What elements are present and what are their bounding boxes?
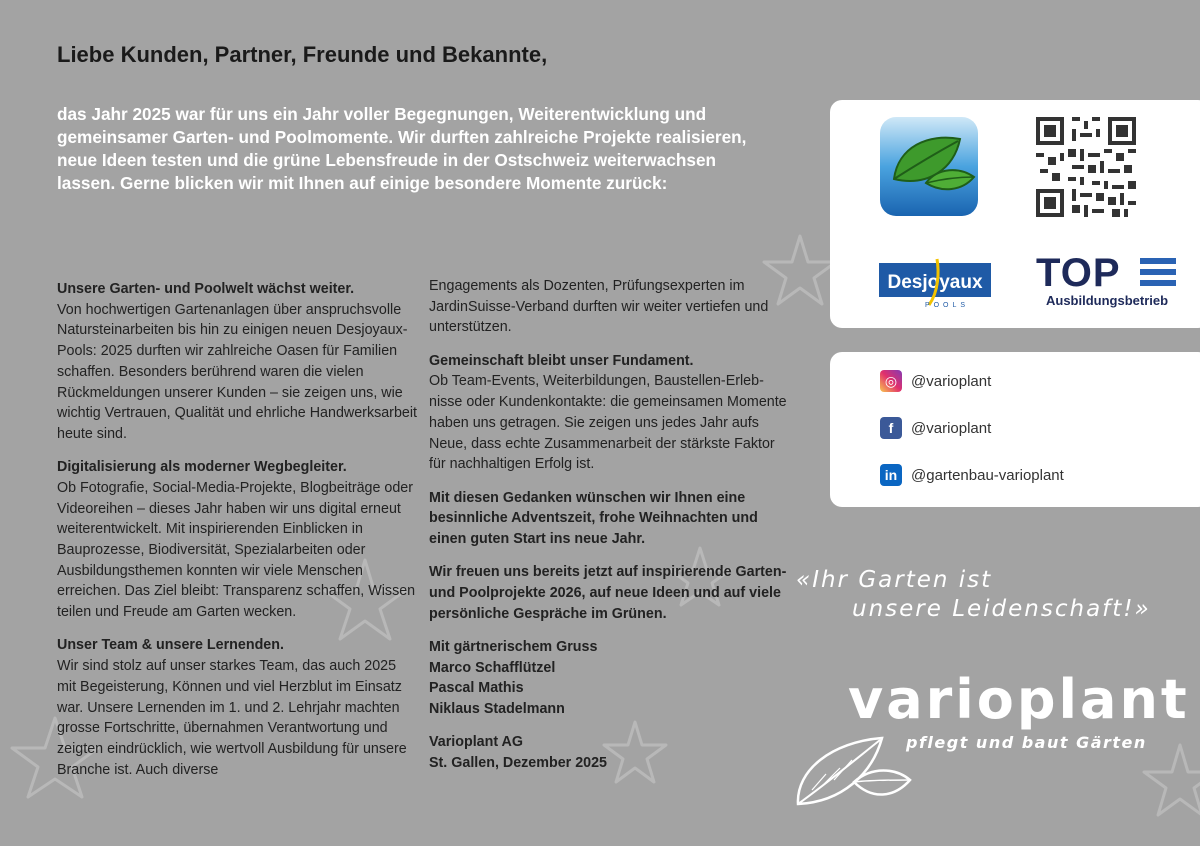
linkedin-icon: in [880,464,902,486]
desjoyaux-pools-logo[interactable] [879,257,991,309]
instagram-handle: @varioplant [911,372,992,390]
instagram-icon: ◎ [880,370,902,392]
varioplant-wordmark: varioplant [848,668,1190,731]
slogan-line-2: unsere Leidenschaft!» [852,596,1151,622]
instagram-link[interactable] [880,370,991,392]
linkedin-link[interactable] [880,464,1064,486]
greeting-heading: Liebe Kunden, Partner, Freunde und Bekannte, [57,42,548,67]
top-sub-label: Ausbildungsbetrieb [1046,293,1169,308]
facebook-icon: f [880,417,902,439]
slogan [796,566,1176,624]
qr-code[interactable] [1036,117,1136,217]
top-main-label: TOP [1036,252,1121,295]
logo-card [830,100,1200,328]
desjoyaux-main-label: Desjoyaux [887,272,983,293]
slogan-line-1: «Ihr Garten ist [796,567,993,593]
section-team [57,635,417,780]
top-ausbildungsbetrieb-logo[interactable] [1036,252,1176,310]
team-continuation: Engagements als Dozenten, Prüfungsexperten im JardinSuisse-Verband durften wir weiter vertiefen und unterstützen. [429,278,769,336]
intro-paragraph: das Jahr 2025 war für uns ein Jahr voller Begegnungen, Weiterentwicklung und gemeinsamer Garten- und Poolmomente. Wir durften zahlreiche Projekte realisieren, neue Ideen testen und die grüne Lebensfreude in der Ostschweiz weiterwachsen lassen. Gerne blicken wir mit Ihnen auf einige besondere Momente zurück: [57,104,747,193]
facebook-handle: @varioplant [911,419,992,437]
company-block [429,732,789,773]
section-heading: Digitalisierung als moderner Wegbegleiter. [57,459,347,476]
signatory-name: Marco Schafflützel [429,659,556,676]
desjoyaux-sub-label: POOLS [924,302,970,309]
leaf-app-icon[interactable] [880,117,978,216]
section-community [429,351,789,475]
company-name: Varioplant AG [429,734,524,751]
signature-block [429,637,789,720]
section-garden-pool [57,279,417,445]
linkedin-handle: @gartenbau-varioplant [911,466,1064,484]
section-body: Von hochwertigen Gartenanlagen über anspruchsvolle Natursteinarbeiten bis hin zu einigen neuen Desjoyaux-Pools: 2025 durften wir zahlreiche Oasen für Familien schaffen. Besonders berührend waren die vielen Rückmeldungen unserer Kunden – sie zeigen uns, wie wichtig Vertrauen, Qualität und ehrliche Handwerksarbeit heute sind. [57,301,417,442]
social-media-card [830,352,1200,507]
section-heading: Unsere Garten- und Poolwelt wächst weiter. [57,281,355,297]
signatory-name: Niklaus Stadelmann [429,701,565,718]
section-heading: Unser Team & unsere Lernenden. [57,637,284,654]
middle-text-column [429,276,789,786]
outlook-2026: Wir freuen uns bereits jetzt auf inspirierende Garten- und Poolprojekte 2026, auf neue Ideen und auf viele persönliche Gespräche im Grünen. [429,564,787,622]
brand-tagline: pflegt und baut Gärten [906,733,1147,752]
section-digital [57,457,417,623]
facebook-link[interactable] [880,417,991,439]
section-body: Wir sind stolz auf unser starkes Team, das auch 2025 mit Begeisterung, Können und viel Herzblut im Einsatz war. Unsere Lernenden im 1. und 2. Lehrjahr machten grosse Fortschritte, übernahmen Verantwortung und zeigten eindrücklich, wie wertvoll Ausbildung für unsere Branche ist. Auch diverse [57,658,407,778]
section-heading: Gemeinschaft bleibt unser Fundament. [429,352,694,369]
left-text-column [57,279,417,793]
holiday-wishes: Mit diesen Gedanken wünschen wir Ihnen eine besinnliche Adventszeit, frohe Weihnachten und einen guten Start ins neue Jahr. [429,489,758,547]
section-body: Ob Fotografie, Social-Media-Projekte, Blogbeiträge oder Videoreihen – dieses Jahr haben wir uns digital erneut weiterentwickelt. Mit inspirierenden Einblicken in Bauprozesse, Biodiversität, Spezialarbeiten oder Ausbildungsthemen konnten wir viele Menschen erreichen. Das Ziel bleibt: Transparenz schaffen, Wissen teilen und Freude am Garten wecken. [57,479,416,621]
place-date: St. Gallen, Dezember 2025 [429,755,607,772]
leaves-icon [792,730,922,810]
signatory-name: Pascal Mathis [429,680,524,697]
closing-greeting: Mit gärtnerischem Gruss [429,638,598,655]
section-body: Ob Team-Events, Weiterbildungen, Baustellen-Erlebnisse oder Kundenkontakte: die gemeinsamen Momente haben uns getragen. Sie zeigen uns jedes Jahr aufs Neue, dass echte Zusammenarbeit der stärkste Faktor für nachhaltigen Erfolg ist. [429,373,787,473]
